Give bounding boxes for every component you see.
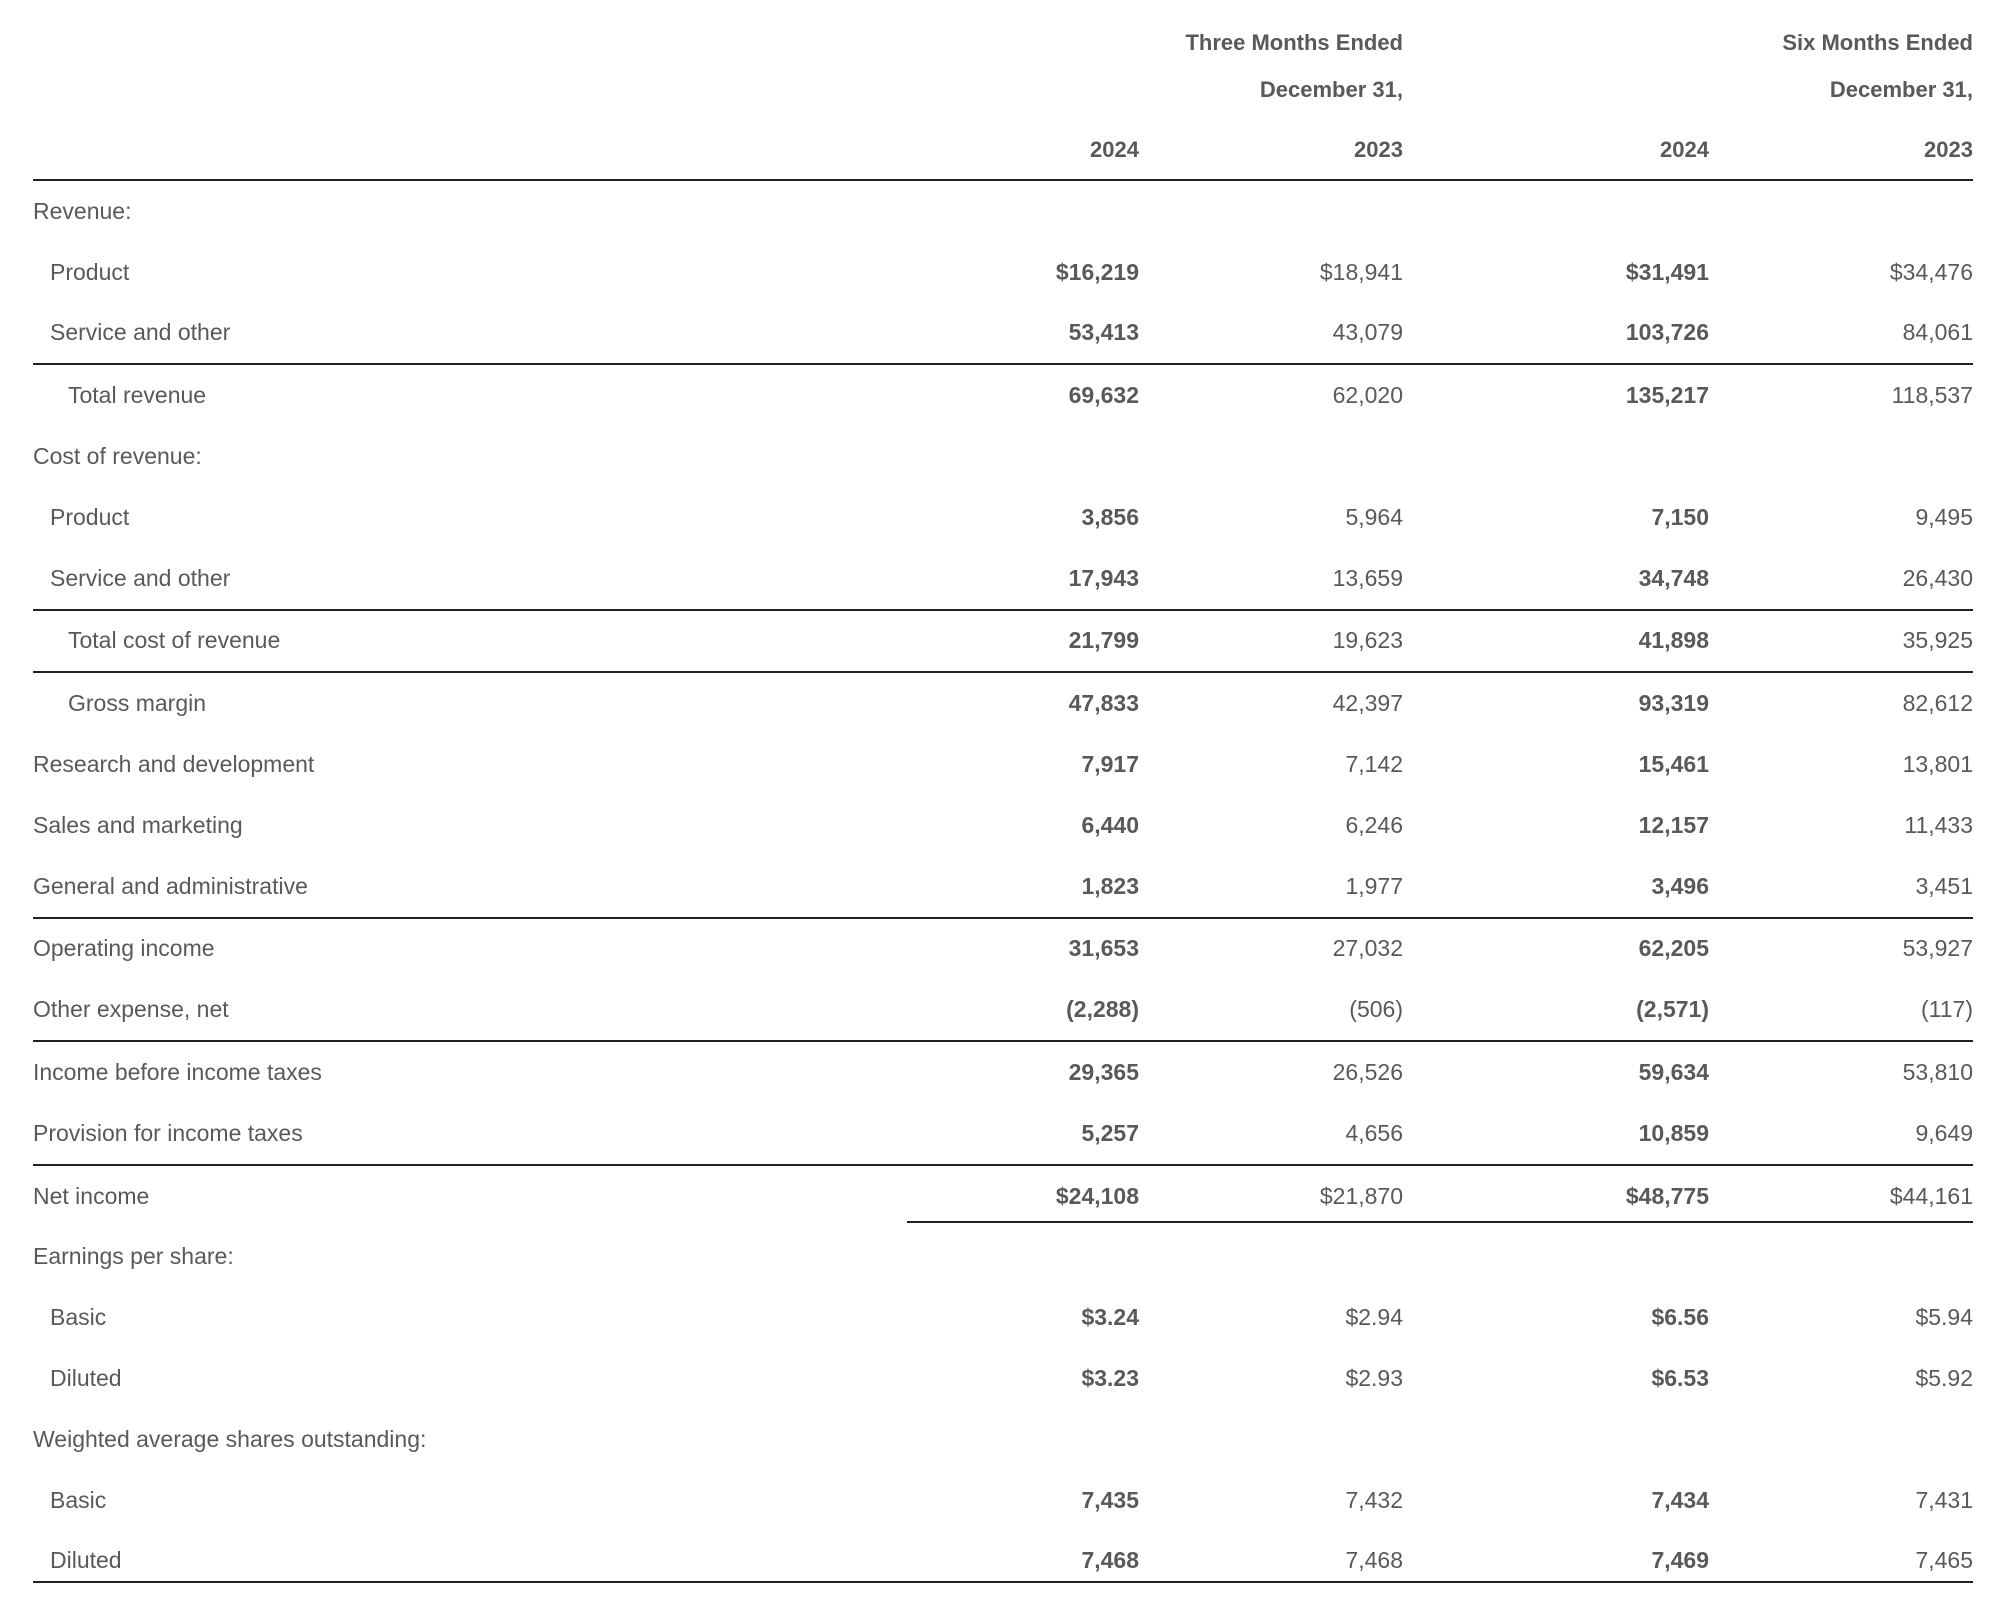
cell-value [1139,181,1403,242]
cell-value: 59,634 [1403,1041,1709,1103]
table-row [33,1165,1973,1227]
header-year-q-2024: 2024 [1090,137,1139,162]
cell-value: $31,491 [1625,258,1709,285]
table-row [33,242,1973,303]
row-label: Revenue: [33,197,132,224]
cell-value: 35,925 [1709,610,1973,673]
cell-value: 6,246 [1345,811,1403,838]
cell-value: 53,413 [1068,319,1139,346]
row-label: Provision for income taxes [33,1119,303,1146]
cell-value [1139,1409,1403,1470]
row-label: Service and other [50,564,231,591]
row-label: Basic [50,1304,107,1331]
cell-value: 19,623 [1139,610,1403,673]
row-label: Product [50,258,130,285]
row-label: Weighted average shares outstanding: [33,1425,427,1452]
header-year-h-2023: 2023 [1924,137,1973,162]
table-row [33,856,1973,918]
cell-value: 5,964 [1345,503,1403,530]
row-label: Income before income taxes [33,1041,907,1103]
header-six-months-line2: December 31, [1829,77,1973,102]
cell-value: 7,917 [1081,751,1139,778]
cell-value: 7,432 [1345,1486,1403,1513]
cell-value: $44,161 [1709,1165,1973,1227]
cell-value: $2.94 [1345,1304,1403,1331]
cell-value: 26,430 [1902,564,1973,591]
table-row [33,487,1973,548]
cell-value: 11,433 [1904,811,1973,838]
cell-value: 15,461 [1638,751,1709,778]
cell-value: $16,219 [1055,258,1139,285]
table-row [33,548,1973,610]
cell-value: $5.94 [1915,1304,1973,1331]
cell-value: 3,451 [1915,872,1973,899]
cell-value [907,426,1139,487]
table-row [33,610,1973,673]
table-row [33,1103,1973,1165]
cell-value: 53,927 [1709,918,1973,980]
table-row [33,1287,1973,1348]
table-row [33,795,1973,856]
row-label: Sales and marketing [33,811,243,838]
cell-value: 9,649 [1915,1119,1973,1146]
cell-value: 6,440 [1081,811,1139,838]
row-label: Net income [33,1165,907,1227]
cell-value: $34,476 [1889,258,1973,285]
cell-value: 7,142 [1345,751,1403,778]
cell-value: 41,898 [1403,610,1709,673]
row-label: Other expense, net [33,996,229,1023]
cell-value: 82,612 [1709,672,1973,734]
cell-value: 93,319 [1403,672,1709,734]
cell-value [1709,1227,1973,1288]
table-row [33,1041,1973,1103]
row-label: Research and development [33,751,315,778]
cell-value: 43,079 [1332,319,1403,346]
cell-value: (2,288) [1066,996,1139,1023]
row-label: Product [50,503,130,530]
cell-value [1403,1227,1709,1288]
cell-value: 13,801 [1902,751,1973,778]
header-year-q-2023: 2023 [1354,137,1403,162]
cell-value [907,181,1139,242]
cell-value: 34,748 [1638,564,1709,591]
cell-value: 47,833 [907,672,1139,734]
cell-value: 42,397 [1139,672,1403,734]
cell-value: (2,571) [1636,996,1709,1023]
cell-value: 103,726 [1625,319,1709,346]
cell-value: 118,537 [1709,364,1973,426]
row-label: Gross margin [33,672,907,734]
cell-value: 7,435 [1081,1486,1139,1513]
cell-value: 135,217 [1403,364,1709,426]
cell-value: $3.23 [1081,1365,1139,1392]
cell-value [907,1409,1139,1470]
table-row [33,918,1973,980]
row-label: Diluted [50,1547,122,1574]
header-three-months-line2: December 31, [1259,77,1403,102]
cell-value: (506) [1349,996,1403,1023]
table-row [33,734,1973,795]
cell-value: 12,157 [1638,811,1709,838]
cell-value [1139,1227,1403,1288]
cell-value: 7,434 [1651,1486,1709,1513]
cell-value: 1,977 [1345,872,1403,899]
cell-value: $2.93 [1345,1365,1403,1392]
cell-value: 10,859 [1638,1119,1709,1146]
table-row [33,1227,1973,1288]
cell-value: 29,365 [907,1041,1139,1103]
table-row [33,181,1973,242]
cell-value: 7,468 [1081,1547,1139,1574]
cell-value: 17,943 [1068,564,1139,591]
row-label: Operating income [33,918,907,980]
cell-value [907,1227,1139,1288]
cell-value [1403,181,1709,242]
cell-value: 7,465 [1915,1547,1973,1574]
cell-value: 31,653 [907,918,1139,980]
cell-value: 7,469 [1651,1547,1709,1574]
cell-value: 62,020 [1139,364,1403,426]
cell-value: $48,775 [1403,1165,1709,1227]
row-label: Cost of revenue: [33,443,202,470]
cell-value: 53,810 [1709,1041,1973,1103]
table-row [33,1409,1973,1470]
row-label: Total cost of revenue [33,610,907,673]
cell-value [1709,426,1973,487]
cell-value: 1,823 [1081,872,1139,899]
table-row [33,1348,1973,1409]
table-row [33,303,1973,365]
cell-value: 7,431 [1915,1486,1973,1513]
cell-value [1709,1409,1973,1470]
cell-value [1403,1409,1709,1470]
row-label: Total revenue [33,364,907,426]
bottom-rule [33,1581,1973,1583]
cell-value: 21,799 [907,610,1139,673]
cell-value: 69,632 [907,364,1139,426]
cell-value: 13,659 [1332,564,1403,591]
row-label: Service and other [50,319,231,346]
cell-value [1139,426,1403,487]
cell-value: 62,205 [1403,918,1709,980]
cell-value: $18,941 [1319,258,1403,285]
cell-value: 5,257 [1081,1119,1139,1146]
cell-value: (117) [1921,996,1973,1023]
table-row [33,979,1973,1041]
cell-value: 84,061 [1902,319,1973,346]
cell-value: 26,526 [1139,1041,1403,1103]
table-row [33,672,1973,734]
row-label: General and administrative [33,872,308,899]
cell-value: $6.56 [1651,1304,1709,1331]
header-six-months-line1: Six Months Ended [1782,30,1973,55]
cell-value: 27,032 [1139,918,1403,980]
cell-value: 9,495 [1915,503,1973,530]
row-label: Earnings per share: [33,1243,234,1270]
cell-value [1709,181,1973,242]
cell-value: 4,656 [1345,1119,1403,1146]
row-label: Basic [50,1486,107,1513]
net-income-underline [907,1221,1973,1223]
table-row [33,364,1973,426]
table-row [33,1470,1973,1531]
header-three-months-line1: Three Months Ended [1185,30,1403,55]
cell-value [1403,426,1709,487]
cell-value: 7,150 [1651,503,1709,530]
row-label: Diluted [50,1365,122,1392]
cell-value: $6.53 [1651,1365,1709,1392]
cell-value: 7,468 [1345,1547,1403,1574]
header-year-h-2024: 2024 [1660,137,1709,162]
cell-value: $3.24 [1081,1304,1139,1331]
cell-value: 3,496 [1651,872,1709,899]
cell-value: 3,856 [1081,503,1139,530]
cell-value: $21,870 [1139,1165,1403,1227]
cell-value: $5.92 [1915,1365,1973,1392]
financial-table [33,181,1973,1591]
table-row [33,426,1973,487]
cell-value: $24,108 [907,1165,1139,1227]
